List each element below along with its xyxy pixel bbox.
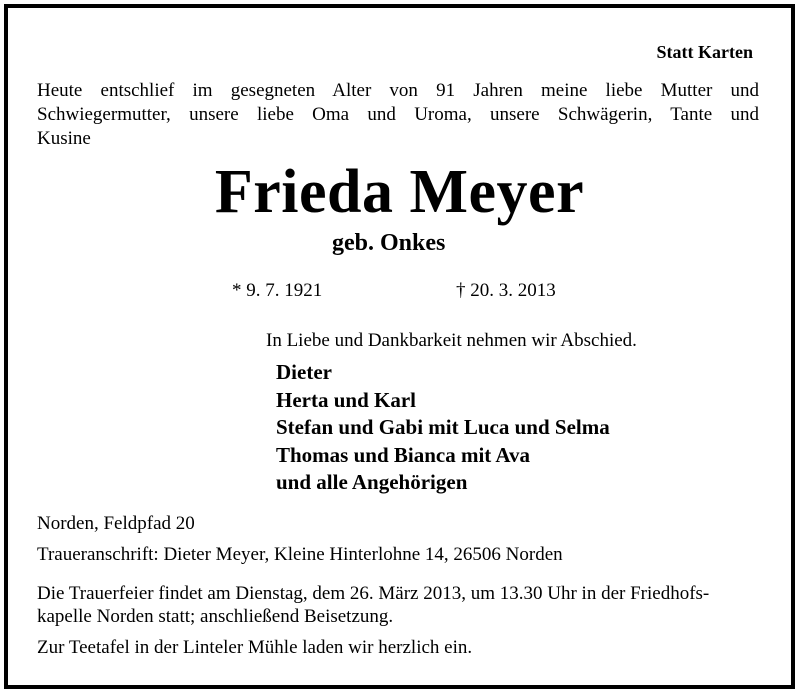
service-line-1: Die Trauerfeier findet am Dienstag, dem 26. März 2013, um 13.30 Uhr in der Friedhofs- [37, 583, 710, 604]
mourner-item: und alle Angehörigen [276, 470, 468, 494]
intro-line-1: Heute entschlief im gesegneten Alter von 91 Jahren meine liebe Mutter und [37, 80, 759, 101]
intro-paragraph [37, 79, 759, 151]
deceased-name: Frieda Meyer [214, 158, 585, 226]
birth-date: * 9. 7. 1921 [232, 280, 323, 301]
farewell-line: In Liebe und Dankbarkeit nehmen wir Abschied. [266, 330, 637, 351]
death-date: † 20. 3. 2013 [456, 280, 556, 301]
service-paragraph [37, 582, 757, 628]
intro-line-3: Kusine [37, 128, 91, 149]
obituary-notice [4, 4, 795, 689]
mourner-item: Herta und Karl [276, 387, 416, 412]
tea-invitation: Zur Teetafel in der Linteler Mühle laden wir herzlich ein. [37, 637, 473, 658]
mourners-list [276, 359, 610, 497]
statt-karten-label: Statt Karten [656, 42, 753, 62]
mourning-address: Traueranschrift: Dieter Meyer, Kleine Hinterlohne 14, 26506 Norden [37, 544, 563, 565]
maiden-name: geb. Onkes [332, 230, 446, 256]
place-line: Norden, Feldpfad 20 [37, 513, 195, 534]
intro-line-2: Schwiegermutter, unsere liebe Oma und Uroma, unsere Schwägerin, Tante und [37, 104, 759, 125]
mourner-item: Stefan und Gabi mit Luca und Selma [276, 415, 610, 439]
mourner-item: Thomas und Bianca mit Ava [276, 442, 530, 467]
service-line-2: kapelle Norden statt; anschließend Beisetzung. [37, 606, 394, 627]
mourner-item: Dieter [276, 360, 332, 384]
